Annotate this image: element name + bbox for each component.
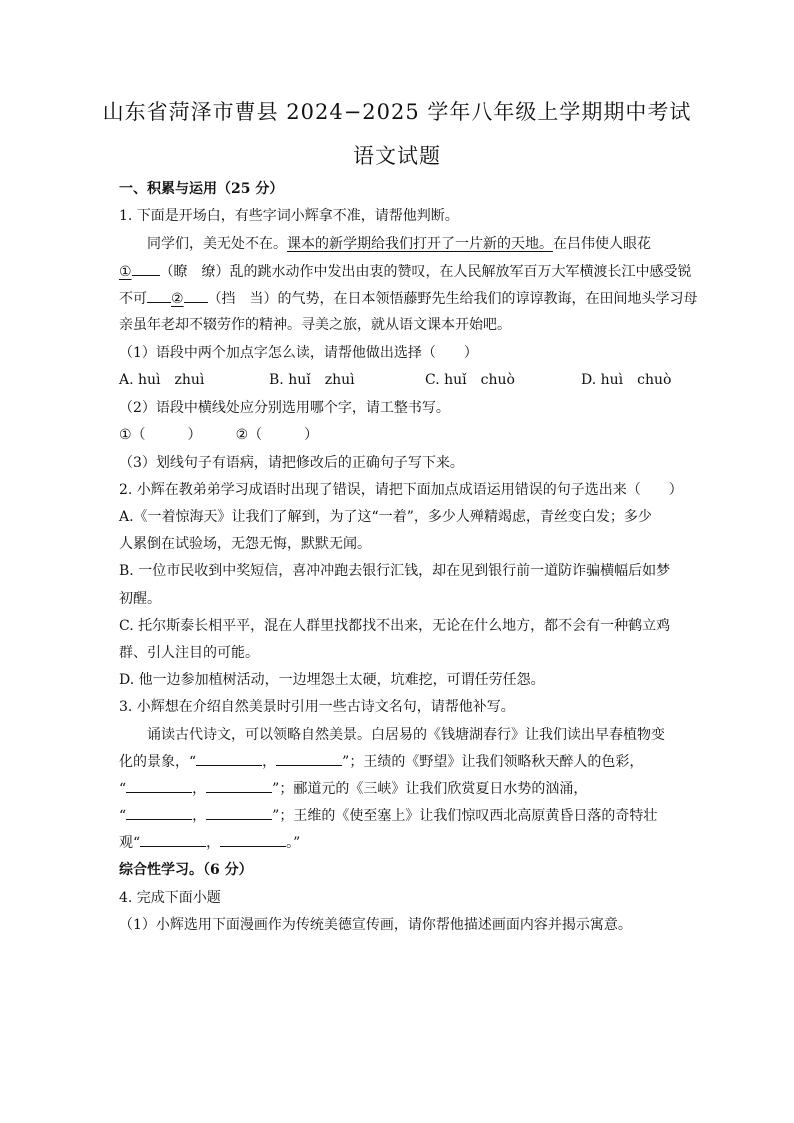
underlined-sentence: 课本的新学期给我们打开了一片新的天地。 [287, 236, 553, 252]
q4-stem: 4. 完成下面小题 [119, 890, 221, 906]
q1-passage-line-3: 不可 ② （挡 当）的气势，在日本领悟藤野先生给我们的谆谆教诲，在田间地头学习母 [119, 288, 679, 308]
q2-stem: 2. 小辉在教弟弟学习成语时出现了错误，请把下面加点成语运用错误的句子选出来（ ） [119, 482, 683, 498]
option-a: A. huì zhuì [119, 372, 205, 388]
option-c: C. huǐ chuò [425, 372, 515, 388]
option-d: D. huì chuò [581, 372, 672, 388]
poem-blank [206, 779, 272, 793]
option-b: B. huǐ zhuì [269, 372, 355, 388]
section-heading-2: 综合性学习。（6 分） [119, 862, 253, 878]
poem-blank [206, 806, 272, 820]
exam-subtitle: 语文试题 [353, 144, 441, 168]
q1-answer-slots [119, 425, 679, 445]
blank-1 [132, 261, 160, 276]
q2-option-a-line-2: 人累倒在试验场，无怨无悔，默默无闻。 [119, 536, 371, 552]
q1-passage-line-1: 同学们，美无处不在。课本的新学期给我们打开了一片新的天地。在吕伟使人眼花 [147, 236, 651, 252]
q3-stem: 3. 小辉想在介绍自然美景时引用一些古诗文名句，请帮他补写。 [119, 699, 515, 715]
answer-slot-1: ①（ ） [119, 427, 202, 443]
q3-line-4: “ ， ”；王维的《使至塞上》让我们惊叹西北高原黄昏日落的奇特壮 [119, 808, 658, 824]
poem-blank [126, 779, 192, 793]
q1-sub-2: （2）语段中横线处应分别选用哪个字，请工整书写。 [119, 400, 450, 416]
blank-2-marker: ② [171, 291, 184, 307]
q3-line-1: 诵读古代诗文，可以领略自然美景。白居易的《钱塘湖春行》让我们读出早春植物变 [147, 727, 665, 743]
answer-slot-2: ②（ ） [235, 427, 319, 443]
q3-line-5: 观“ ， 。” [119, 835, 301, 851]
q3-line-2: 化的景象，“ ， ”；王绩的《野望》让我们领略秋天醉人的色彩， [119, 754, 644, 770]
q2-option-b-line-2: 初醒。 [119, 591, 161, 607]
q2-option-c-line-2: 群、引人注目的可能。 [119, 645, 259, 661]
poem-blank [220, 833, 286, 847]
poem-blank [140, 833, 206, 847]
poem-blank [126, 806, 192, 820]
q4-sub-1: （1）小辉选用下面漫画作为传统美德宣传画，请你帮他描述画面内容并揭示寓意。 [119, 917, 632, 933]
q3-line-3: “ ， ”；郦道元的《三峡》让我们欣赏夏日水势的汹涌， [119, 781, 588, 797]
q2-option-b-line-1: B. 一位市民收到中奖短信，喜冲冲跑去银行汇钱，却在见到银行前一道防诈骗横幅后如梦 [119, 563, 671, 579]
exam-title: 山东省菏泽市曹县 2024−2025 学年八年级上学期期中考试 [102, 100, 692, 124]
q1-sub-3: （3）划线句子有语病，请把修改后的正确句子写下来。 [119, 455, 464, 471]
poem-blank [276, 752, 342, 766]
q1-passage-line-4: 亲虽年老却不辍劳作的精神。寻美之旅，就从语文课本开始吧。 [119, 317, 511, 333]
q1-options [119, 370, 679, 390]
q1-passage-line-2: ① （瞭 缭）乱的跳水动作中发出由衷的赞叹，在人民解放军百万大军横渡长江中感受锐 [119, 261, 679, 281]
section-heading-1: 一、积累与运用（25 分） [119, 181, 284, 197]
q2-option-c-line-1: C. 托尔斯泰长相平平，混在人群里找都找不出来，无论在什么地方，都不会有一种鹤立鸡 [119, 618, 671, 634]
blank-1-marker: ① [119, 264, 132, 280]
q1-sub-1: （1）语段中两个加点字怎么读，请帮他做出选择（ ） [119, 345, 478, 361]
q2-option-a-line-1: A.《一着惊海天》让我们了解到，为了这“一着”，多少人殚精竭虑，青丝变白发；多少 [119, 509, 652, 525]
q2-option-d: D. 他一边参加植树活动，一边埋怨土太硬，坑难挖，可谓任劳任怨。 [119, 672, 545, 688]
q1-stem: 1. 下面是开场白，有些字词小辉拿不准，请帮他判断。 [119, 208, 459, 224]
poem-blank [196, 752, 262, 766]
